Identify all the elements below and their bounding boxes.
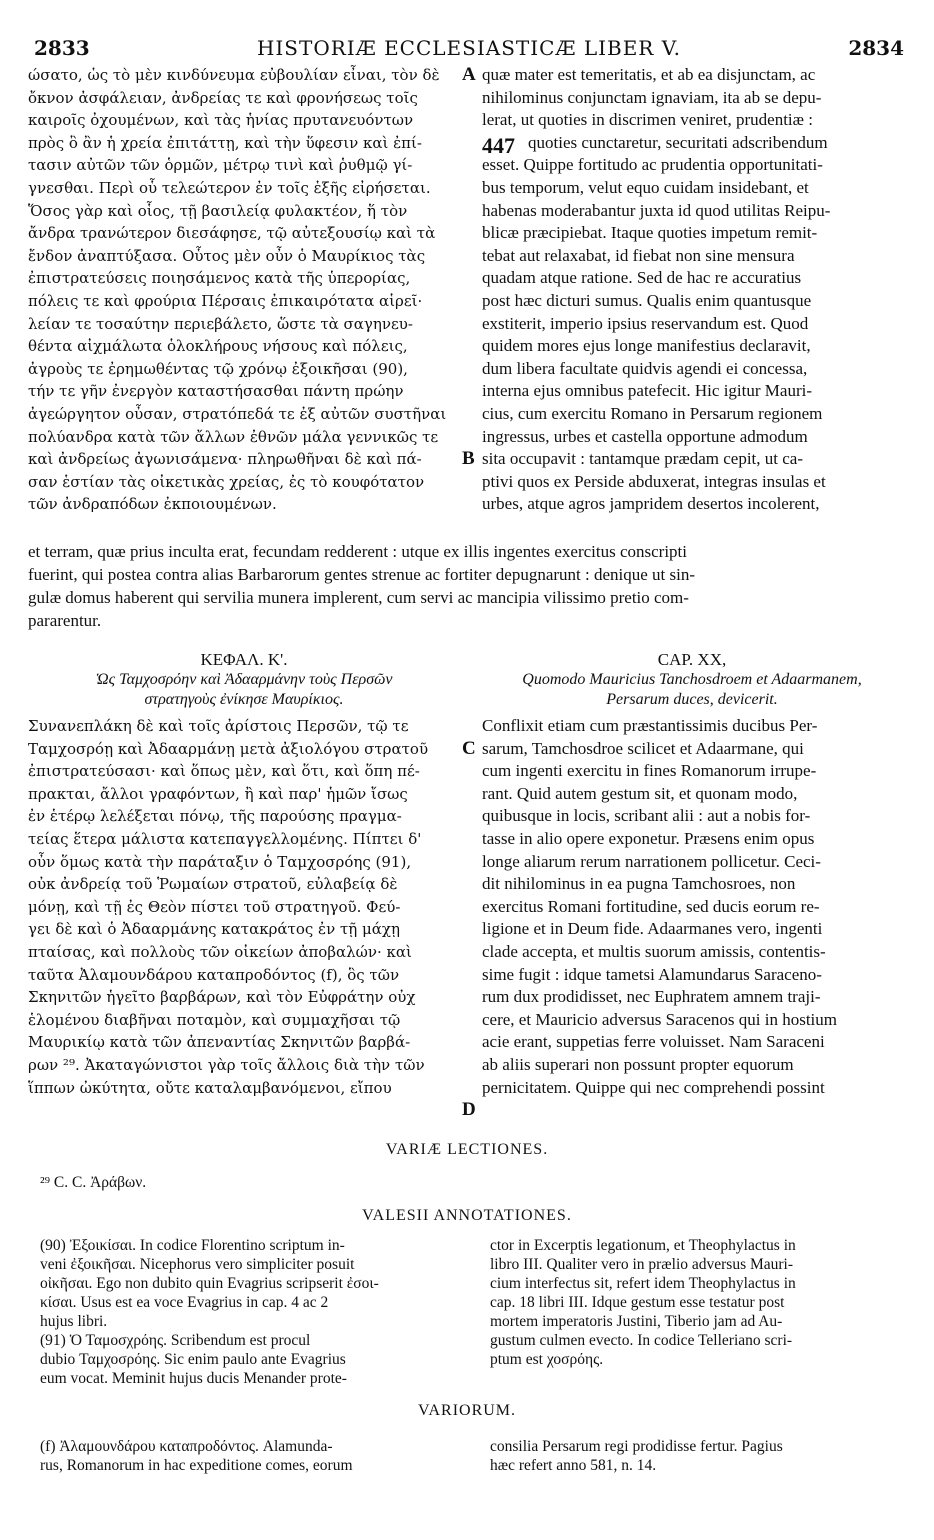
- running-title: HISTORIÆ ECCLESIASTICÆ LIBER V.: [256, 36, 682, 60]
- latin-text-line: fuerint, qui postea contra alias Barbarorum gentes strenue ac fortiter depugnarunt : denique ut sin-: [28, 565, 696, 584]
- latin-text-line: tebat aut relaxabat, id fiebat non sine mensura: [482, 245, 795, 265]
- marker-a: A: [462, 64, 476, 85]
- greek-text-line: ἐπιστρατεύσεις ποιησάμενος κατὰ τῆς ὑπερορίας,: [28, 269, 411, 288]
- latin-text-line: ptivi quos ex Perside abduxerat, integras insulas et: [482, 471, 826, 491]
- latin-text-line: cum ingenti exercitu in fines Romanorum irrupe-: [482, 761, 817, 781]
- greek-text-line: πρὸς ὃ ἂν ἡ χρεία ἐπιτάττῃ, καὶ τὴν ὕφεσιν καὶ ἐπί-: [28, 133, 422, 152]
- annotation-line: dubio Ταμχοσρόης. Sic enim paulo ante Evagrius: [40, 1351, 346, 1368]
- latin-text-line: exercitus Romani fortitudine, sed ducis eorum re-: [482, 896, 820, 916]
- page-number-right: 2834: [848, 36, 904, 60]
- annotation-line: (91) Ὁ Ταμοσχρόης. Scribendum est procul: [40, 1332, 311, 1349]
- annotation-line: cium interfectus sit, refert idem Theophylactus in: [490, 1275, 796, 1292]
- greek-text-line: τασιν αὐτῶν τῶν ὁρμῶν, μέτρῳ τινὶ καὶ ῥυθμῷ γί-: [28, 156, 413, 175]
- marker-c: C: [462, 738, 476, 759]
- greek-text-line: Ὅσος γὰρ καὶ οἷος, τῇ βασιλείᾳ φυλακτέον, ἥ τὸν: [28, 201, 408, 220]
- margin-number: 447: [482, 133, 515, 158]
- latin-text-line: tasse in alio opere exponetur. Præsens enim opus: [482, 828, 815, 848]
- greek-text-line: ἐν ἑτέρῳ λελέξεται πόνῳ, τῆς παρούσης πραγμα-: [28, 807, 402, 826]
- variorum-notes-left: [40, 1437, 472, 1475]
- greek-text-line: λείαν τε τοσαύτην περιεβάλετο, ὥστε τὰ σαγηνευ-: [28, 314, 413, 333]
- latin-text-line: dum libera facultate quidvis agendi ei concessa,: [482, 358, 808, 378]
- chapter-number-latin: CAP. XX,: [657, 650, 727, 669]
- annotation-line: ptum est χοσρόης.: [490, 1351, 604, 1368]
- latin-text-line: ab aliis superari non possunt propter equorum: [482, 1054, 794, 1074]
- greek-text-line: οὐκ ἀνδρείᾳ τοῦ Ῥωμαίων στρατοῦ, εὐλαβείᾳ δὲ: [28, 875, 398, 894]
- latin-text-line: quoties cunctaretur, securitati adscribendum: [528, 132, 828, 152]
- greek-text-line: Συνανεπλάκη δὲ καὶ τοῖς ἀρίστοις Περσῶν, τῷ τε: [28, 717, 409, 735]
- greek-text-line: τείας ἕτερα μάλιστα κατεπαγγελλομένης. Πίπτει δ': [28, 829, 422, 848]
- valesii-notes-left: [40, 1236, 472, 1388]
- annotation-line: mortem imperatoris Justini, Tiberio jam ad Au-: [490, 1313, 783, 1330]
- running-header: [34, 36, 904, 60]
- latin-text-line: quibusque in locis, scribant alii : aut a nobis for-: [482, 806, 811, 826]
- latin-text-line: clade accepta, et multis suorum amissis, contentis-: [482, 941, 826, 961]
- marker-d: D: [462, 1099, 476, 1120]
- greek-text-line: Μαυρικίῳ κατὰ τῶν ἀπεναντίας Σκηνιτῶν βαρβά-: [28, 1033, 411, 1052]
- greek-text-line: Ταμχοσρόῃ καὶ Ἀδααρμάνῃ μετὰ ἀξιολόγου στρατοῦ: [28, 739, 429, 758]
- latin-text-line: Conflixit etiam cum præstantissimis ducibus Per-: [482, 716, 818, 735]
- annotation-line: hæc refert anno 581, n. 14.: [490, 1457, 657, 1474]
- annotation-line: rus, Romanorum in hac expeditione comes, eorum: [40, 1457, 353, 1474]
- chapter-title-latin-1: Quomodo Mauricius Tanchosdroem et Adaarmanem,: [522, 671, 862, 688]
- latin-text-line: interna ejus omnibus patefecit. Hic igitur Mauri-: [482, 381, 812, 401]
- variae-lectiones-heading: VARIÆ LECTIONES.: [385, 1141, 549, 1158]
- chapter-title-latin-2: Persarum duces, devicerit.: [606, 691, 778, 708]
- latin-text-line: acie erant, suppetias ferre voluisset. Nam Saraceni: [482, 1032, 825, 1052]
- greek-text-line: ἵππων ὠκύτητα, οὔτε καταλαμβανόμενοι, εἴπου: [28, 1078, 392, 1097]
- latin-text-line: urbes, atque agros jampridem desertos incolerent,: [482, 494, 820, 514]
- latin-full-width: [28, 540, 904, 632]
- variorum-heading: VARIORUM.: [417, 1402, 517, 1419]
- greek-text-line: πρακται, ἄλλοι γραφόντων, ἢ καὶ παρ' ἡμῶν ἴσως: [28, 784, 408, 803]
- annotation-line: hujus libri.: [40, 1313, 108, 1330]
- valesii-annotations-heading: VALESII ANNOTATIONES.: [362, 1207, 572, 1224]
- greek-column-top: [28, 64, 460, 516]
- greek-text-line: ώσατο, ὡς τὸ μὲν κινδύνευμα εὐβουλίαν εἶναι, τὸν δὲ: [28, 66, 440, 84]
- chapter-heading-latin: [482, 649, 902, 710]
- greek-text-line: ὄκνον ἀσφάλειαν, ἀνδρείας τε καὶ φρονήσεως τοῖς: [28, 88, 418, 107]
- chapter-title-greek-1: Ὡς Ταμχοσρόην καὶ Ἀδααρμάνην τοὺς Περσῶν: [95, 671, 393, 688]
- greek-text-line: γει δὲ καὶ ὁ Ἀδααρμάνης κατακράτος ἐν τῇ μάχῃ: [28, 920, 400, 939]
- greek-text-line: ἄνδρα τρανώτερον διεσάφησε, τῷ αὐτεξουσίῳ καὶ τὰ: [28, 224, 436, 243]
- greek-text-line: ἔνδον ἀναπτύξασα. Οὗτος μὲν οὖν ὁ Μαυρίκιος τὰς: [28, 246, 426, 265]
- variae-lectiones-note: ²⁹ C. C. Ἀράβων.: [40, 1174, 147, 1191]
- latin-text-line: sarum, Tamchosdroe scilicet et Adaarmane, qui: [482, 738, 804, 758]
- latin-text-line: quadam atque ratione. Sed de hac re accuratius: [482, 268, 802, 288]
- latin-text-line: dit nihilominus in ea pugna Tamchosroes, non: [482, 874, 796, 894]
- latin-text-line: esset. Quippe fortitudo ac prudentia opportunitati-: [482, 155, 823, 175]
- latin-text-line: quidem mores ejus longe manifestius declaravit,: [482, 336, 811, 356]
- page-number-left: 2833: [34, 36, 90, 60]
- latin-text-line: sita occupavit : tantamque prædam cepit, ut ca-: [482, 449, 803, 469]
- greek-text-line: πταίσας, καὶ πολλοὺς τῶν οἰκείων ἀποβαλών· καὶ: [28, 942, 412, 961]
- latin-text-line: exstiterit, imperio ipsius reservandum est. Quod: [482, 313, 809, 333]
- latin-text-line: post hæc dicturi sumus. Qualis enim quantusque: [482, 290, 812, 310]
- greek-text-line: ἀγεώργητον οὖσαν, στρατόπεδά τε ἐξ αὐτῶν συστῆναι: [28, 404, 447, 423]
- latin-text-line: cere, et Mauricio adversus Saracenos qui in hostium: [482, 1009, 838, 1029]
- chapter-number-greek: ΚΕΦΑΛ. Κ'.: [200, 650, 288, 669]
- latin-text-line: pararentur.: [28, 611, 102, 630]
- greek-text-line: Σκηνιτῶν ἡγεῖτο βαρβάρων, καὶ τὸν Εὐφράτην οὐχ: [28, 988, 416, 1007]
- greek-text-line: μόνῃ, καὶ τῇ ἐς Θεὸν πίστει τοῦ στρατηγοῦ. Φεύ-: [28, 897, 401, 916]
- greek-column-body: [28, 715, 460, 1099]
- greek-text-line: ἀγροὺς τε ἐρημωθέντας τῷ χρόνῳ ἐξοικῆσαι (90),: [28, 359, 408, 378]
- latin-text-line: nihilominus conjunctam ignaviam, ita ab se depu-: [482, 87, 822, 107]
- annotation-line: consilia Persarum regi prodidisse fertur. Pagius: [490, 1438, 783, 1455]
- latin-text-line: rum dux prodidisset, nec Euphratem amnem traji-: [482, 987, 821, 1007]
- annotation-line: κίσαι. Usus est ea voce Evagrius in cap. 4 ac 2: [40, 1294, 329, 1311]
- greek-text-line: καιροῖς ὀχουμένων, καὶ τὰς ἡνίας πρυτανευόντων: [28, 111, 414, 130]
- latin-text-line: et terram, quæ prius inculta erat, fecundam redderent : utque ex illis ingentes exercitus conscripti: [28, 542, 687, 561]
- greek-text-line: σαν ἑστίαν τὰς οἰκετικὰς χρείας, ἐς τὸ κουφότατον: [28, 472, 425, 491]
- latin-text-line: blicæ præcipiebat. Itaque quoties impetum remit-: [482, 223, 818, 243]
- latin-text-line: gulæ domus haberent qui servilia munera implerent, cum servi ac mancipia vilissimo pretio com-: [28, 588, 689, 607]
- annotation-line: cap. 18 libri III. Idque gestum esse testatur post: [490, 1294, 785, 1311]
- annotation-line: ctor in Excerptis legationum, et Theophylactus in: [490, 1237, 796, 1254]
- valesii-notes-right: [490, 1236, 904, 1369]
- greek-text-line: πολύανδρα κατὰ τῶν ἄλλων ἐθνῶν μάλα γεννικῶς τε: [28, 427, 439, 446]
- greek-text-line: καὶ ἀνδρείως ἀγωνισάμενα· πληρωθῆναι δὲ καὶ πά-: [28, 450, 422, 469]
- annotation-line: (f) Ἀλαμουνδάρου καταπροδόντος. Alamunda-: [40, 1438, 333, 1455]
- latin-text-line: longe aliarum rerum narrationem pollicetur. Ceci-: [482, 851, 821, 871]
- annotation-line: οἰκῆσαι. Ego non dubito quin Evagrius scripserit ἐσοι-: [40, 1275, 379, 1292]
- latin-text-line: cius, cum exercitu Romano in Persarum regionem: [482, 403, 823, 423]
- annotation-line: (90) Ἐξοικίσαι. In codice Florentino scriptum in-: [40, 1237, 345, 1254]
- annotation-line: libro III. Qualiter vero in prælio adversus Mauri-: [490, 1256, 794, 1273]
- variorum-notes-right: [490, 1437, 904, 1475]
- latin-text-line: lerat, ut quoties in discrimen veniret, prudentiæ :: [482, 110, 813, 130]
- annotation-line: eum vocat. Meminit hujus ducis Menander prote-: [40, 1370, 347, 1387]
- latin-text-line: rant. Quid autem gestum sit, et quonam modo,: [482, 783, 798, 803]
- greek-text-line: οὖν ὅμως κατὰ τὴν παράταξιν ὁ Ταμχοσρόης (91),: [28, 852, 412, 871]
- latin-column-body: [482, 715, 902, 1099]
- latin-text-line: bus temporum, velut equo cuidam insidebant, et: [482, 177, 809, 197]
- annotation-line: veni ἐξοικῆσαι. Nicephorus vero simpliciter posuit: [40, 1256, 355, 1273]
- annotation-line: gustum culmen evecto. In codice Telleriano scri-: [490, 1332, 793, 1349]
- latin-text-line: pernicitatem. Quippe qui nec comprehendi possint: [482, 1077, 825, 1097]
- greek-text-line: ἐπιστρατεύσασι· καὶ ὅπως μὲν, καὶ ὅτι, καὶ ὅπη πέ-: [28, 762, 420, 781]
- chapter-title-greek-2: στρατηγοὺς ἐνίκησε Μαυρίκιος.: [144, 691, 344, 708]
- greek-text-line: ταῦτα Ἀλαμουνδάρου καταπροδόντος (f), ὃς τῶν: [28, 965, 400, 984]
- greek-text-line: θέντα αἰχμάλωτα ὁλοκλήρους νήσους καὶ πόλεις,: [28, 337, 408, 356]
- latin-text-line: ligione et in Deum fide. Adaarmanes vero, ingenti: [482, 919, 823, 939]
- latin-text-line: ingressus, urbes et castella opportune admodum: [482, 426, 808, 446]
- greek-text-line: τήν τε γῆν ἐνεργὸν καταστήσασθαι πάντη πρώην: [28, 382, 404, 401]
- latin-column-top: [482, 64, 902, 516]
- greek-text-line: ρων ²⁹. Ἀκαταγώνιστοι γὰρ τοῖς ἄλλοις διὰ τὴν τῶν: [28, 1055, 425, 1074]
- chapter-heading-greek: [28, 649, 460, 710]
- latin-text-line: habenas moderabantur juxta id quod utilitas Reipu-: [482, 200, 831, 220]
- greek-text-line: τῶν ἀνδραπόδων ἐκποιουμένων.: [28, 495, 277, 514]
- latin-text-line: sime fugit : idque tametsi Alamundarus Saraceno-: [482, 964, 822, 984]
- greek-text-line: ἑλομένου διαβῆναι ποταμὸν, καὶ συμμαχῆσαι τῷ: [28, 1010, 401, 1029]
- marker-b: B: [462, 448, 475, 469]
- greek-text-line: πόλεις τε καὶ φρούρια Πέρσαις ἐπικαιρότατα αἱρεῖ·: [28, 291, 423, 310]
- latin-text-line: quæ mater est temeritatis, et ab ea disjunctam, ac: [482, 65, 816, 84]
- greek-text-line: γνεσθαι. Περὶ οὗ τελεώτερον ἐν τοῖς ἑξῆς εἰρήσεται.: [28, 178, 431, 197]
